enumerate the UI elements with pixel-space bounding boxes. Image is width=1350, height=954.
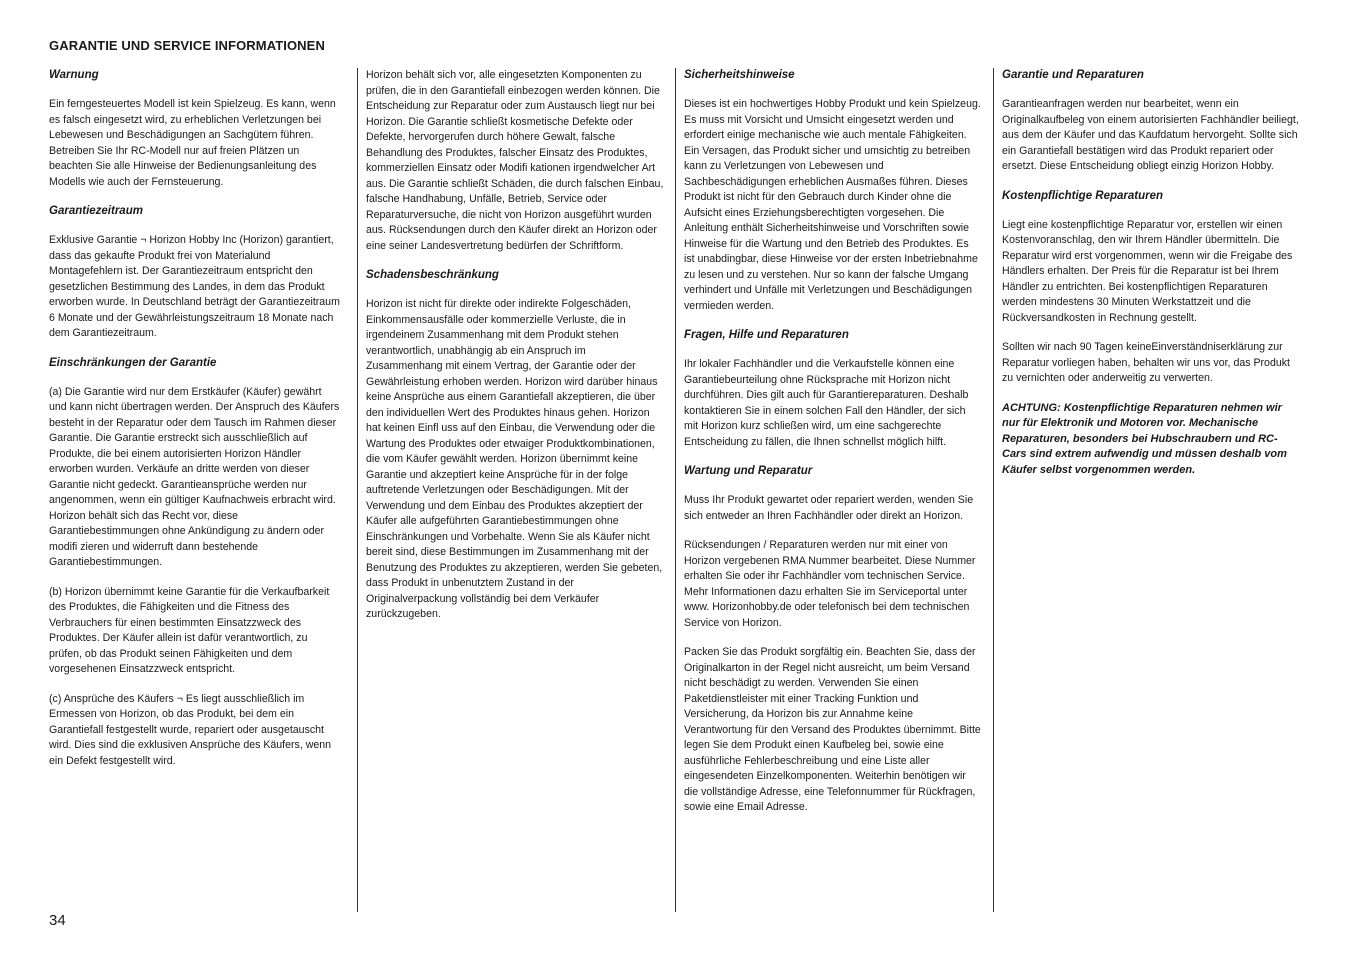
column-divider-1 — [357, 68, 358, 912]
column-3 — [684, 68, 982, 830]
section-heading-kostenpflichtig: Kostenpflichtige Reparaturen — [1002, 189, 1164, 202]
section-heading-garantie-reparaturen: Garantie und Reparaturen — [1002, 69, 1144, 81]
section-heading-garantiezeitraum: Garantiezeitraum — [49, 205, 143, 217]
paragraph-achtung: ACHTUNG: Kostenpflichtige Reparaturen nehmen wir nur für Elektronik und Motoren vor. Mechanische Reparaturen, besonders bei Hubschraubern und RC-Cars sind extrem aufwendig und müssen deshalb vom Käufer selbst vorgenommen werden. — [1002, 401, 1287, 476]
section-heading-wartung: Wartung und Reparatur — [684, 465, 813, 477]
paragraph-fragen-hilfe: Ihr lokaler Fachhändler und die Verkaufstelle können eine Garantiebeurteilung ohne Rücksprache mit Horizon nicht durchführen. Dies gilt auch für Garantiereparaturen. Deshalb kontaktieren Sie in einem solchen Fall den Händler, der sich mit Horizon kurz schließen wird, um eine sachgerechte Entscheidung zu fällen, die Ihnen schnellst möglich hilft. — [684, 358, 969, 448]
section-heading-fragen-hilfe: Fragen, Hilfe und Reparaturen — [684, 329, 849, 341]
paragraph-sicherheitshinweise: Dieses ist ein hochwertiges Hobby Produkt und kein Spielzeug. Es muss mit Vorsicht und Umsicht eingesetzt werden und erfordert einige mechanische wie auch mentale Fähigkeiten. Ein Versagen, das Produkt sicher und umsichtig zu betreiben kann zu Verletzungen von Lebewesen und Sachbeschädigungen erheblichen Ausmaßes führen. Dieses Produkt ist nicht für den Gebrauch durch Kinder ohne die Aufsicht eines Erziehungsberechtigten vorgesehen. Die Anleitung enthält Sicherheitshinweise und Vorschriften sowie Hinweise für die Wartung und den Betrieb des Produktes. Es ist unabdingbar, diese Hinweise vor der ersten Inbetriebnahme zu lesen und zu verstehen. Nur so kann der falsche Umgang verhindert und Unfälle mit Verletzungen und Beschädigungen vermieden werden. — [684, 98, 981, 312]
column-1 — [49, 68, 341, 783]
section-heading-warnung: Warnung — [49, 69, 99, 81]
paragraph-einschraenkungen-a: (a) Die Garantie wird nur dem Erstkäufer (Käufer) gewährt und kann nicht übertragen werden. Der Anspruch des Käufers besteht in der Reparatur oder dem Tausch im Rahmen dieser Garantie. Die Garantie erstreckt sich ausschließlich auf Produkte, die bei einem autorisierten Horizon Händler erworben wurden. Verkäufe an dritte werden von dieser Garantie nicht gedeckt. Garantieansprüche werden nur angenommen, wenn ein gültiger Kaufnachweis erbracht wird. Horizon behält sich das Recht vor, diese Garantiebestimmungen ohne Ankündigung zu ändern oder modifi zieren und widerruft dann bestehende Garantiebestimmungen. — [49, 385, 340, 568]
paragraph-einschraenkungen-b: (b) Horizon übernimmt keine Garantie für die Verkaufbarkeit des Produktes, die Fähigkeiten und die Fitness des Verbrauchers für einen bestimmten Einsatzzweck des Produktes. Der Käufer allein ist dafür verantwortlich, zu prüfen, ob das Produkt seinen Fähigkeiten und dem vorgesehenen Einsatzzweck entspricht. — [49, 585, 330, 675]
section-heading-einschraenkungen: Einschränkungen der Garantie — [49, 356, 217, 369]
column-divider-2 — [675, 68, 676, 912]
column-2 — [366, 68, 664, 637]
paragraph-warnung: Ein ferngesteuertes Modell ist kein Spielzeug. Es kann, wenn es falsch eingesetzt wird, zu erheblichen Verletzungen bei Lebewesen und Beschädigungen an Sachgütern führen. Betreiben Sie Ihr RC-Modell nur auf freien Plätzen un beachten Sie alle Hinweise der Bedienungsanleitung des Modells wie auch der Fernsteuerung. — [49, 98, 336, 188]
paragraph-kostenpflichtig-1: Liegt eine kostenpflichtige Reparatur vor, erstellen wir einen Kostenvoranschlag, den wir Ihrem Händler übermitteln. Die Reparatur wird erst vorgenommen, wenn wir die Freigabe des Händlers erhalten. Der Preis für die Reparatur ist bei Ihrem Händler zu entrichten. Bei kostenpflichtigen Reparaturen werden mindestens 30 Minuten Werkstattzeit und die Rückversandkosten in Rechnung gestellt. — [1002, 218, 1293, 324]
column-4 — [1002, 68, 1300, 492]
paragraph-einschraenkungen-c: (c) Ansprüche des Käufers ¬ Es liegt ausschließlich im Ermessen von Horizon, ob das Produkt, bei dem ein Garantiefall festgestellt wurde, repariert oder ausgetauscht wird. Dies sind die exklusiven Ansprüche des Käufers, wenn ein Defekt festgestellt wird. — [49, 692, 332, 767]
paragraph-garantie-fortsetzung: Horizon behält sich vor, alle eingesetzten Komponenten zu prüfen, die in den Garantiefall einbezogen werden können. Die Entscheidung zur Reparatur oder zum Austausch liegt nur bei Horizon. Die Garantie schließt kosmetische Defekte oder Defekte, hervorgerufen durch höhere Gewalt, falsche Behandlung des Produktes, falscher Einsatz des Produktes, kommerziellen Einsatz oder Modifi kationen irgendwelcher Art aus. Die Garantie schließt Schäden, die durch falschen Einbau, falsche Handhabung, Unfälle, Betrieb, Service oder Reparaturversuche, die nicht von Horizon ausgeführt wurden aus. Rücksendungen durch den Käufer direkt an Horizon oder eine seiner Landesvertretung bedürfen der Schriftform. — [366, 69, 664, 252]
paragraph-wartung-3: Packen Sie das Produkt sorgfältig ein. Beachten Sie, dass der Originalkarton in der Regel nicht ausreicht, um beim Versand nicht beschädigt zu werden. Verwenden Sie einen Paketdienstleister mit einer Tracking Funktion und Versicherung, da Horizon bis zur Annahme keine Verantwortung für den Versand des Produktes übernimmt. Bitte legen Sie dem Produkt einen Kaufbeleg bei, sowie eine ausführliche Fehlerbeschreibung und eine Liste aller eingesendeten Einzelkomponenten. Weiterhin benötigen wir die vollständige Adresse, eine Telefonnummer für Rückfragen, sowie eine Email Adresse. — [684, 646, 981, 813]
paragraph-schadensbeschraenkung: Horizon ist nicht für direkte oder indirekte Folgeschäden, Einkommensausfälle oder kommerzielle Verluste, die in irgendeinem Zusammenhang mit dem Produkt stehen verantwortlich, unabhängig ab ein Anspruch im Zusammenhang mit einem Vertrag, der Garantie oder der Gewährleistung erhoben werden. Horizon wird darüber hinaus keine Ansprüche aus einem Garantiefall akzeptieren, die über den individuellen Wert des Produktes hinaus gehen. Horizon hat keinen Einfl uss auf den Einbau, die Verwendung oder die Wartung des Produktes oder etwaiger Produktkombinationen, die vom Käufer gewählt werden. Horizon übernimmt keine Garantie und akzeptiert keine Ansprüche für in der folge auftretende Verletzungen oder Beschädigungen. Mit der Verwendung und dem Einbau des Produktes akzeptiert der Käufer alle aufgeführten Garantiebestimmungen ohne Einschränkungen und Vorbehalte. Wenn Sie als Käufer nicht bereit sind, diese Bestimmungen im Zusammenhang mit der Benutzung des Produktes zu akzeptieren, werden Sie gebeten, dass Produkt in unbenutztem Zustand in der Originalverpackung vollständig bei dem Verkäufer zurückzugeben. — [366, 298, 663, 620]
paragraph-wartung-1: Muss Ihr Produkt gewartet oder repariert werden, wenden Sie sich entweder an Ihren Fachhändler oder direkt an Horizon. — [684, 494, 974, 522]
page-number: 34 — [49, 912, 66, 929]
paragraph-garantiezeitraum: Exklusive Garantie ¬ Horizon Hobby Inc (Horizon) garantiert, dass das gekaufte Produkt frei von Materialund Montagefehlern ist. Der Garantiezeitraum entspricht den gesetzlichen Bestimmung des Landes, in dem das Produkt erworben wurde. In Deutschland beträgt der Garantiezeitraum 6 Monate und der Gewährleistungszeitraum 18 Monate nach dem Garantiezeitraum. — [49, 234, 340, 339]
paragraph-wartung-2: Rücksendungen / Reparaturen werden nur mit einer von Horizon vergebenen RMA Nummer bearbeitet. Diese Nummer erhalten Sie oder ihr Fachhändler vom technischen Service. Mehr Informationen dazu erhalten Sie im Serviceportal unter www. Horizonhobby.de oder telefonisch bei dem technischen Service von Horizon. — [684, 539, 976, 629]
column-divider-3 — [993, 68, 994, 912]
paragraph-kostenpflichtig-2: Sollten wir nach 90 Tagen keineEinverständniserklärung zur Reparatur vorliegen haben, behalten wir uns vor, das Produkt zu vernichten oder anderweitig zu verwerten. — [1002, 341, 1290, 384]
section-heading-schadensbeschraenkung: Schadensbeschränkung — [366, 269, 499, 281]
page-title: GARANTIE UND SERVICE INFORMATIONEN — [49, 38, 325, 53]
paragraph-garantie-reparaturen: Garantieanfragen werden nur bearbeitet, wenn ein Originalkaufbeleg von einem autorisierten Fachhändler beiliegt, aus dem der Käufer und das Kaufdatum hervorgeht. Sollte sich ein Garantiefall bestätigen wird das Produkt repariert oder ersetzt. Diese Entscheidung obliegt einzig Horizon Hobby. — [1002, 98, 1299, 172]
section-heading-sicherheitshinweise: Sicherheitshinweise — [684, 69, 795, 81]
